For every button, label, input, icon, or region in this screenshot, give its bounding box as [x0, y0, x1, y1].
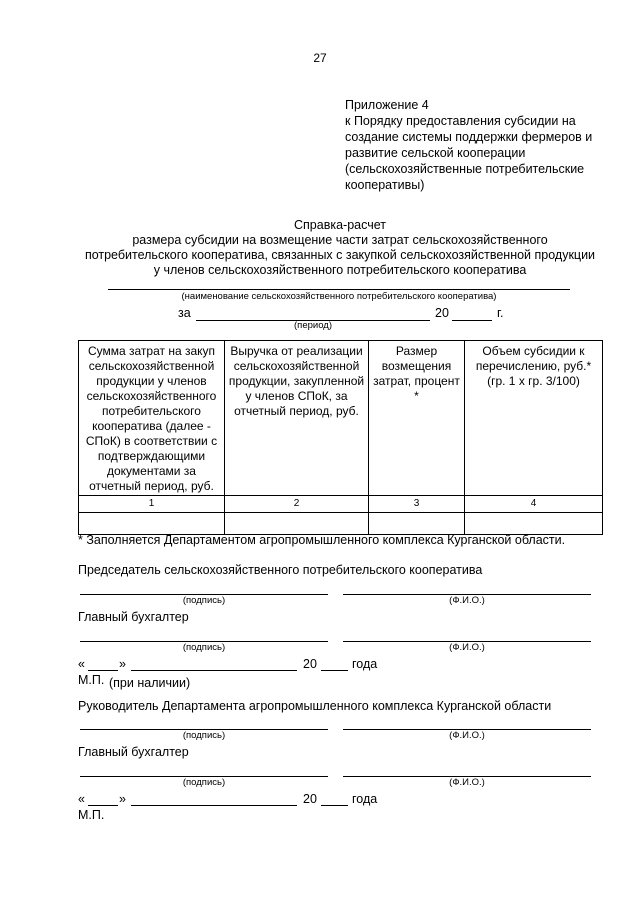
title-line: потребительского кооператива, связанных с закупкой сельскохозяйственной продукции — [84, 248, 596, 262]
data-cell[interactable] — [225, 513, 369, 535]
stamp-label: М.П. — [78, 673, 105, 687]
column-number: 4 — [465, 496, 603, 513]
period-year-prefix: 20 — [435, 306, 449, 320]
header-cell: Сумма затрат на закуп сельскохозяйственной продукции у членов сельскохозяйственного потребительского кооператива (далее - СПоК) в соответствии с подтверждающими документами за отчетный период, руб. — [79, 341, 225, 496]
header-cell: Объем субсидии к перечислению, руб.* (гр. 1 x гр. 3/100) — [465, 341, 603, 496]
date-open-quote: « — [78, 657, 85, 671]
footnote: * Заполняется Департаментом агропромышленного комплекса Курганской области. — [78, 533, 566, 547]
calculation-table — [78, 340, 603, 535]
date-close-quote: » — [119, 792, 126, 806]
fio-hint: (Ф.И.О.) — [449, 730, 485, 741]
chairman-label: Председатель сельскохозяйственного потребительского кооператива — [78, 563, 483, 577]
stamp-label: М.П. — [78, 808, 105, 822]
data-cell[interactable] — [79, 513, 225, 535]
department-head-label: Руководитель Департамента агропромышленного комплекса Курганской области — [78, 699, 552, 713]
accountant-label: Главный бухгалтер — [78, 610, 189, 624]
signature-hint: (подпись) — [182, 642, 226, 653]
date-open-quote: « — [78, 792, 85, 806]
date-suffix: года — [352, 657, 378, 671]
appendix-block — [345, 97, 615, 193]
title-line: Справка-расчет — [294, 218, 386, 232]
appendix-line: развитие сельской кооперации — [345, 146, 526, 160]
date-close-quote: » — [119, 657, 126, 671]
cooperative-name-line — [108, 289, 570, 290]
table-header-row — [79, 341, 603, 496]
page-number: 27 — [313, 51, 327, 65]
date-year-line — [321, 805, 348, 806]
appendix-line: к Порядку предоставления субсидии на — [345, 114, 576, 128]
column-number: 3 — [369, 496, 465, 513]
date-year-prefix: 20 — [303, 657, 317, 671]
appendix-line: кооперативы) — [345, 178, 425, 192]
period-suffix: г. — [497, 306, 504, 320]
data-cell[interactable] — [465, 513, 603, 535]
signature-hint: (подпись) — [182, 777, 226, 788]
accountant-label: Главный бухгалтер — [78, 745, 189, 759]
stamp-note: (при наличии) — [109, 676, 191, 690]
column-number: 2 — [225, 496, 369, 513]
appendix-line: создание системы поддержки фермеров и — [345, 130, 593, 144]
document-title — [60, 218, 620, 278]
fio-hint: (Ф.И.О.) — [449, 777, 485, 788]
date-day-line — [88, 670, 118, 671]
signature-hint: (подпись) — [182, 595, 226, 606]
header-cell: Размер возмещения затрат, процент * — [369, 341, 465, 496]
date-suffix: года — [352, 792, 378, 806]
signature-hint: (подпись) — [182, 730, 226, 741]
period-hint: (период) — [294, 320, 332, 331]
data-cell[interactable] — [369, 513, 465, 535]
title-line: размера субсидии на возмещение части затрат сельскохозяйственного — [132, 233, 548, 247]
title-line: у членов сельскохозяйственного потребительского кооператива — [153, 263, 527, 277]
table-row — [79, 513, 603, 535]
cooperative-name-hint: (наименование сельскохозяйственного потребительского кооператива) — [181, 291, 497, 302]
date-month-line — [131, 670, 297, 671]
period-prefix: за — [178, 306, 191, 320]
table-number-row — [79, 496, 603, 513]
column-number: 1 — [79, 496, 225, 513]
date-day-line — [88, 805, 118, 806]
period-year-line — [452, 320, 492, 321]
appendix-line: (сельскохозяйственные потребительские — [345, 162, 585, 176]
date-month-line — [131, 805, 297, 806]
date-year-prefix: 20 — [303, 792, 317, 806]
fio-hint: (Ф.И.О.) — [449, 595, 485, 606]
date-year-line — [321, 670, 348, 671]
fio-hint: (Ф.И.О.) — [449, 642, 485, 653]
header-cell: Выручка от реализации сельскохозяйственной продукции, закупленной у членов СПоК, за отчетный период, руб. — [225, 341, 369, 496]
appendix-line: Приложение 4 — [345, 98, 429, 112]
